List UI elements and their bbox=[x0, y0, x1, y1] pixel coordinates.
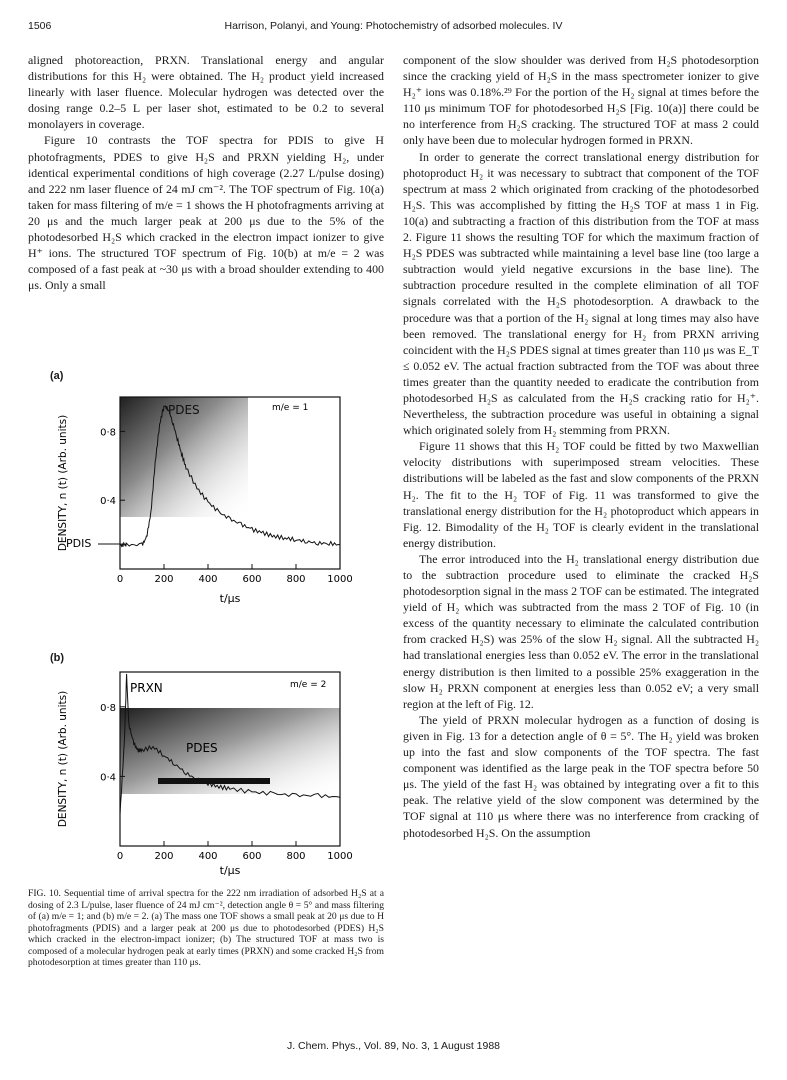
x-tick-label: 800 bbox=[286, 574, 306, 585]
left-paragraph-2: Figure 10 contrasts the TOF spectra for PDIS to give H photofragments, PDES to give H₂S and PRXN yielding H₂, under identical experimental conditions of high coverage (2.27 L/pulse dosing) and 222 nm laser fluence of 24 mJ cm⁻². The TOF spectrum of Fig. 10(a) taken for mass filtering of m/e = 1 shows the H photofragments arriving at 20 μs and the much larger peak at 200 μs due to the 5% of the photodesorbed H₂S which cracked in the electron impact ionizer to give H⁺ ions. The structured TOF spectrum of Fig. 10(b) at m/e = 2 was composed of a fast peak at ~30 μs with a broad shoulder extending to 400 μs. Only a small bbox=[28, 133, 384, 293]
tof-plot-a bbox=[28, 370, 384, 620]
right-column bbox=[403, 52, 759, 841]
figure-caption: FIG. 10. Sequential time of arrival spectra for the 222 nm irradiation of adsorbed H₂S at a dosing of 2.3 L/pulse, laser fluence of 24 mJ cm⁻², detection angle θ = 5° and mass filtering of (a) m/e = 1; and (b) m/e = 2. (a) The mass one TOF shows a small peak at 20 μs due to H photofragments (PDIS) and a larger peak at 200 μs due to photodesorbed (PDES) H₂S which cracked in the electron-impact ionizer; (b) The structured TOF at mass two is composed of a molecular hydrogen peak at early times (PRXN) and some cracked H₂S from photodesorption at times greater than 110 μs. bbox=[28, 888, 384, 968]
right-paragraph-3: Figure 11 shows that this H₂ TOF could be fitted by two Maxwellian velocity distributions with superimposed stream velocities. These distributions will be labeled as the fast and slow components of the PRXN H₂. The fit to the H₂ TOF of Fig. 11 was transformed to give the translational energy distribution for the H₂ photoproduct which appears in Fig. 12. Bimodality of the H₂ TOF is clearly evident in the translational energy distribution. bbox=[403, 439, 759, 550]
left-column bbox=[28, 52, 384, 293]
y-tick-label: 0·8 bbox=[100, 427, 116, 439]
plot-b-band bbox=[158, 778, 270, 784]
annotation-prxn-b: PRXN bbox=[130, 681, 163, 695]
figure-10a bbox=[28, 370, 384, 620]
x-tick-label: 600 bbox=[242, 851, 262, 862]
annotation-pdes-b: PDES bbox=[186, 741, 218, 755]
mass-label-a: m/e = 1 bbox=[272, 403, 309, 413]
annotation-pdis-a: PDIS bbox=[66, 537, 92, 550]
x-tick-label: 0 bbox=[116, 851, 124, 862]
right-paragraph-4: The error introduced into the H₂ translational energy distribution due to the subtraction procedure used to eliminate the cracked H₂S photodesorption signal in the mass 2 TOF can be estimated. The integrated yield of H₂ which was subtracted from the mass 2 TOF of Fig. 10 (in excess of the quantity necessary to eliminate the calculated contribution from cracked H₂S) was 25% of the slow H₂ signal. All the subtracted H₂ had translational energies less than 0.052 eV. The error in the translational energy distribution is then limited to a possible 25% exaggeration in the slow H₂ PRXN component at energies less than 0.052 eV; a very small region at the left of Fig. 12. bbox=[403, 551, 759, 711]
left-paragraph-1: aligned photoreaction, PRXN. Translational energy and angular distributions for this H₂ were obtained. The H₂ product yield increased linearly with laser fluence. Molecular hydrogen was detected over the dosing range 0.2–5 L per laser shot, estimated to be 0.2 to several monolayers in coverage. bbox=[28, 53, 384, 132]
right-paragraph-5: The yield of PRXN molecular hydrogen as a function of dosing is given in Fig. 13 for a detection angle of θ = 5°. The H₂ yield was broken up into the fast and slow components of the TOF spectra. The fast component was identified as the large peak in the TOF spectra before 50 μs. The yield of the fast H₂ was obtained by integrating over a fit to this peak. The relative yield of the slow component was determined by the TOF signal at 110 μs where there was no interference from cracking of photodesorbed H₂S. On the assumption bbox=[403, 712, 759, 840]
x-tick-label: 800 bbox=[286, 851, 306, 862]
x-tick-label: 400 bbox=[198, 574, 218, 585]
page-footer: J. Chem. Phys., Vol. 89, No. 3, 1 August 1988 bbox=[286, 1040, 501, 1052]
x-tick-label: 1000 bbox=[327, 574, 353, 585]
x-tick-label: 1000 bbox=[327, 851, 353, 862]
x-tick-label: 0 bbox=[116, 574, 124, 585]
x-tick-label: 600 bbox=[242, 574, 262, 585]
y-tick-label: 0·8 bbox=[100, 702, 116, 714]
page-number: 1506 bbox=[28, 20, 52, 32]
xlabel-b: t/μs bbox=[219, 864, 241, 877]
ylabel-a: DENSITY, n (t) (Arb. units) bbox=[57, 414, 69, 552]
panel-label-a: (a) bbox=[50, 370, 64, 382]
right-paragraph-2: In order to generate the correct translational energy distribution for photoproduct H₂ it was necessary to subtract that component of the TOF spectrum at mass 2 which originated from cracking of the photodesorbed H₂S. This was accomplished by fitting the H₂S TOF at mass 1 in Fig. 10(a) and subtracting a fraction of this distribution from the TOF at mass 2. Figure 11 shows the resulting TOF for which the maximum fraction of H₂S PDES was subtracted while maintaining a level base line (too large a subtraction would yield negative excursions in the base line). The subtraction procedure resulted in the complete elimination of all TOF signals correlated with the H₂S photodesorption. A drawback to the procedure was that a portion of the H₂ signal at long times may also have been removed. The translational energy for H₂ from PRXN arriving coincident with the H₂S PDES signal at times greater than 110 μs was E_T ≤ 0.052 eV. The actual fraction subtracted from the TOF was about three times greater than the quantity needed to eradicate the contribution from photodesorbed H₂S as calculated from the H₂S cracking ratio for H₂⁺. Nevertheless, the subtraction procedure was useful in obtaining a signal which originated solely from H₂ stemming from PRXN. bbox=[403, 149, 759, 438]
right-paragraph-1: component of the slow shoulder was derived from H₂S photodesorption since the cracking yield of H₂S in the mass spectrometer ionizer to give H₂⁺ ions was 0.18%.²⁹ For the portion of the H₂ signal at times before the 110 μs minimum TOF for photodesorbed H₂S [Fig. 10(a)] there could be no interference from H₂S cracking. The structured TOF at mass 2 could only have been due to molecular hydrogen formed in PRXN. bbox=[403, 53, 759, 148]
x-tick-label: 400 bbox=[198, 851, 218, 862]
ylabel-b: DENSITY, n (t) (Arb. units) bbox=[57, 690, 69, 828]
tof-plot-b bbox=[28, 652, 384, 882]
panel-label-b: (b) bbox=[50, 652, 65, 664]
y-tick-label: 0·4 bbox=[100, 772, 116, 784]
figure-10b bbox=[28, 652, 384, 882]
page-header bbox=[28, 20, 759, 36]
running-title: Harrison, Polanyi, and Young: Photochemistry of adsorbed molecules. IV bbox=[224, 20, 563, 32]
xlabel-a: t/μs bbox=[219, 592, 241, 605]
y-tick-label: 0·4 bbox=[100, 496, 116, 508]
annotation-pdes-a: PDES bbox=[168, 403, 200, 417]
mass-label-b: m/e = 2 bbox=[290, 680, 327, 690]
x-tick-label: 200 bbox=[154, 574, 174, 585]
x-tick-label: 200 bbox=[154, 851, 174, 862]
